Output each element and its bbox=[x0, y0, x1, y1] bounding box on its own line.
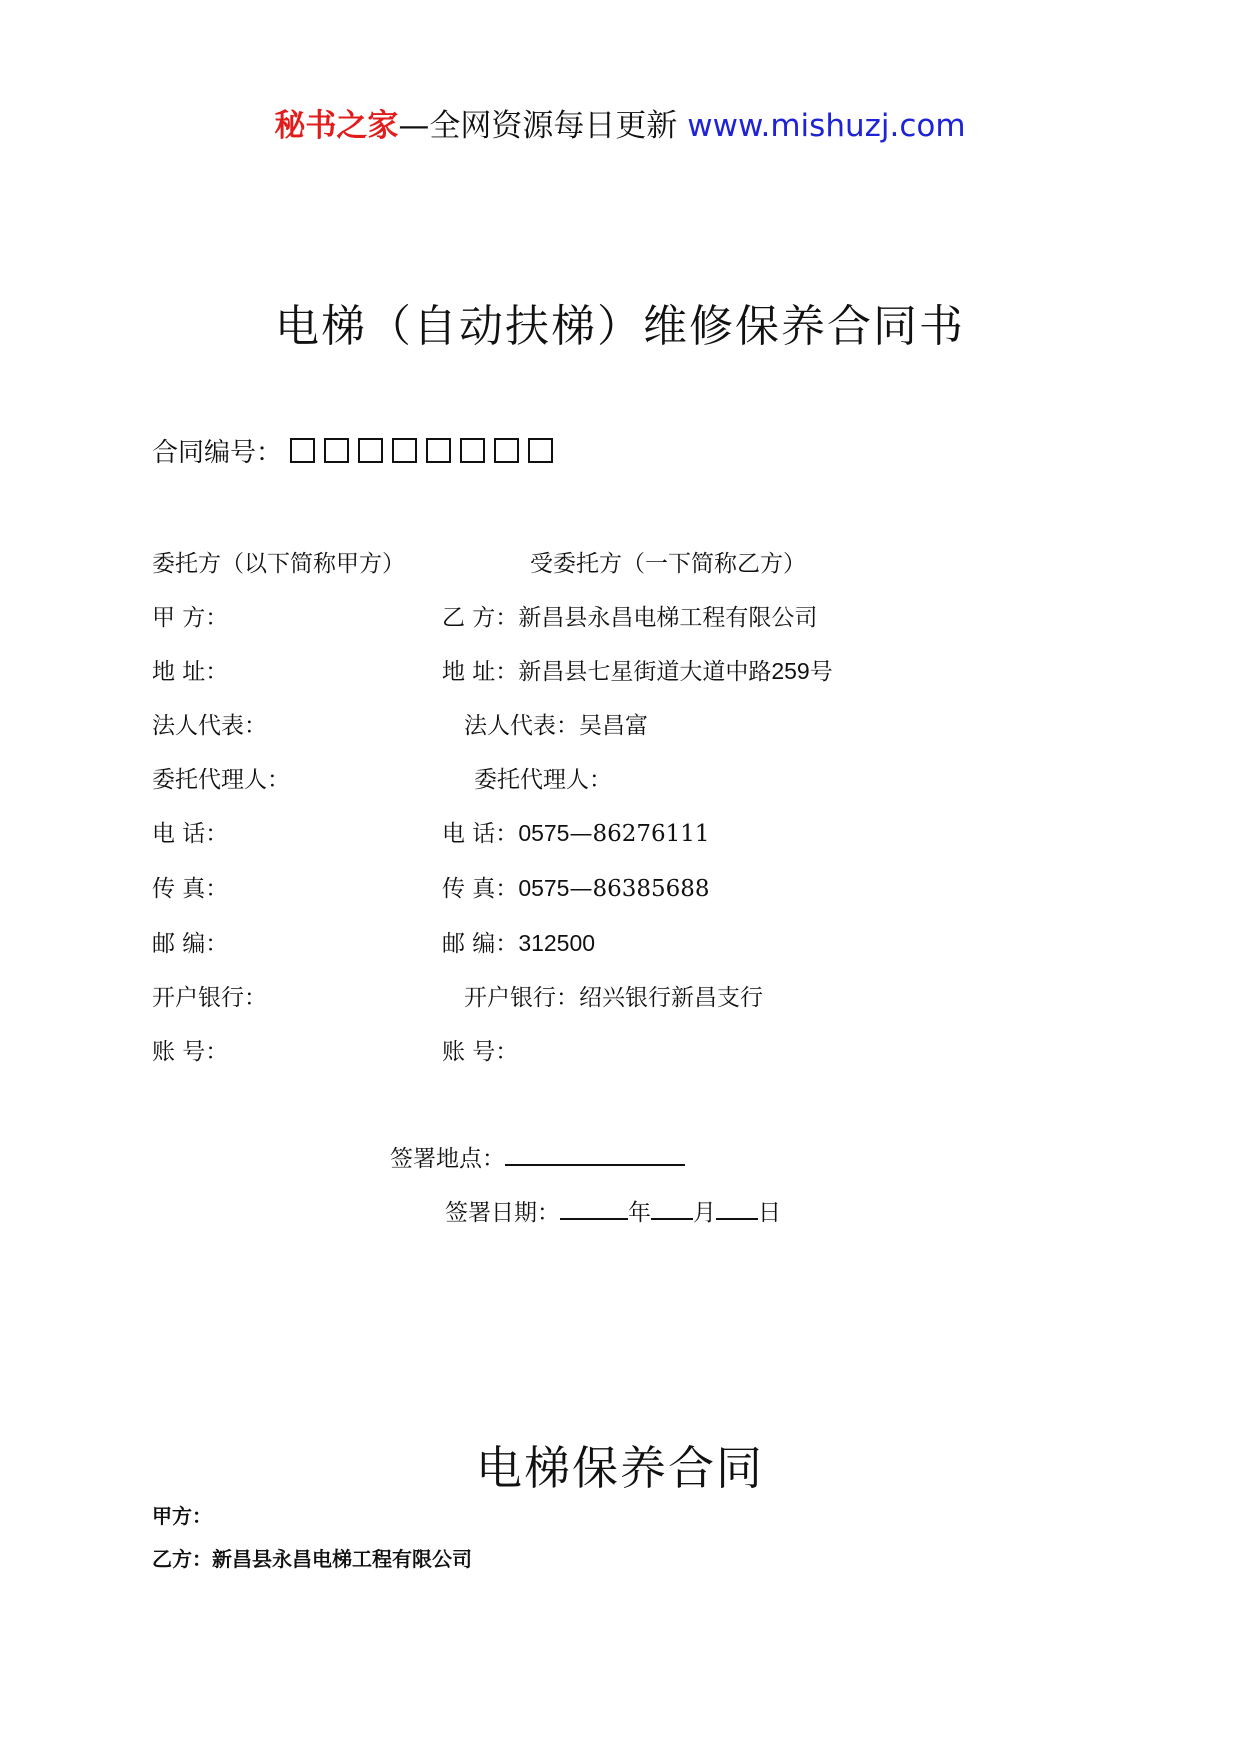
digit-box bbox=[324, 438, 349, 463]
bank-b-label: 开户银行： bbox=[464, 985, 579, 1011]
contract-subtitle: 电梯保养合同 bbox=[476, 1441, 764, 1495]
address-a-label: 地 址： bbox=[152, 659, 229, 685]
brand-name: 秘书之家 bbox=[274, 108, 399, 144]
tel-b-value: —86276111 bbox=[569, 821, 710, 847]
zip-a-label: 邮 编： bbox=[152, 931, 229, 957]
bank-a-label: 开户银行： bbox=[152, 985, 267, 1011]
party-a-header: 委托方（以下简称甲方） bbox=[152, 551, 405, 577]
address-b-number: 259 bbox=[771, 658, 810, 684]
party-a-line: 甲方： bbox=[152, 1504, 212, 1528]
month-label: 月 bbox=[693, 1200, 716, 1226]
party-b-row bbox=[442, 599, 817, 632]
year-blank bbox=[560, 1198, 628, 1220]
legal-rep-b-value: 吴昌富 bbox=[579, 713, 648, 739]
tel-b-row bbox=[442, 815, 710, 848]
party-a-label: 甲 方： bbox=[152, 605, 229, 631]
fax-a-label: 传 真： bbox=[152, 876, 229, 902]
contract-number-boxes bbox=[290, 438, 553, 463]
agent-a-label: 委托代理人： bbox=[152, 767, 290, 793]
site-header bbox=[0, 100, 1240, 145]
agent-b-label: 委托代理人： bbox=[474, 767, 612, 793]
fax-b-prefix: 0575 bbox=[518, 875, 570, 901]
signing-place-row bbox=[390, 1140, 685, 1173]
day-blank bbox=[716, 1198, 758, 1220]
bank-b-row bbox=[464, 979, 763, 1012]
digit-box bbox=[358, 438, 383, 463]
zip-b-row bbox=[442, 925, 595, 958]
party-b-line: 乙方：新昌县永昌电梯工程有限公司 bbox=[152, 1547, 472, 1571]
party-b-label: 乙 方： bbox=[442, 605, 519, 631]
address-b-row bbox=[442, 653, 833, 686]
month-blank bbox=[651, 1198, 693, 1220]
site-url-link[interactable]: www.mishuzj.com bbox=[687, 108, 966, 144]
contract-number-field bbox=[152, 432, 553, 469]
zip-b-value: 312500 bbox=[518, 930, 596, 956]
day-label: 日 bbox=[758, 1200, 781, 1226]
address-b-value: 新昌县七星街道大道中路 bbox=[518, 659, 772, 685]
tel-a-label: 电 话： bbox=[152, 821, 229, 847]
header-slogan: —全网资源每日更新 bbox=[398, 108, 688, 144]
fax-b-value: —86385688 bbox=[569, 876, 710, 902]
signing-place-blank bbox=[505, 1144, 685, 1166]
signing-date-row bbox=[445, 1194, 781, 1227]
year-label: 年 bbox=[628, 1200, 651, 1226]
document-title: 电梯（自动扶梯）维修保养合同书 bbox=[275, 301, 965, 352]
address-b-label: 地 址： bbox=[442, 659, 519, 685]
signing-date-label: 签署日期： bbox=[445, 1200, 560, 1226]
signing-place-label: 签署地点： bbox=[390, 1146, 505, 1172]
fax-b-label: 传 真： bbox=[442, 876, 519, 902]
account-b-label: 账 号： bbox=[442, 1039, 519, 1065]
digit-box bbox=[460, 438, 485, 463]
tel-b-prefix: 0575 bbox=[518, 820, 570, 846]
digit-box bbox=[426, 438, 451, 463]
legal-rep-b-row bbox=[464, 707, 648, 740]
legal-rep-a-label: 法人代表： bbox=[152, 713, 267, 739]
digit-box bbox=[392, 438, 417, 463]
account-a-label: 账 号： bbox=[152, 1039, 229, 1065]
digit-box bbox=[290, 438, 315, 463]
bank-b-value: 绍兴银行新昌支行 bbox=[579, 985, 763, 1011]
party-b-header: 受委托方（一下简称乙方） bbox=[530, 551, 806, 577]
party-b-value: 新昌县永昌电梯工程有限公司 bbox=[518, 605, 818, 631]
legal-rep-b-label: 法人代表： bbox=[464, 713, 579, 739]
zip-b-label: 邮 编： bbox=[442, 931, 519, 957]
fax-b-row bbox=[442, 870, 710, 903]
tel-b-label: 电 话： bbox=[442, 821, 519, 847]
contract-number-label: 合同编号： bbox=[152, 438, 283, 468]
address-b-suffix: 号 bbox=[809, 659, 833, 685]
digit-box bbox=[528, 438, 553, 463]
digit-box bbox=[494, 438, 519, 463]
